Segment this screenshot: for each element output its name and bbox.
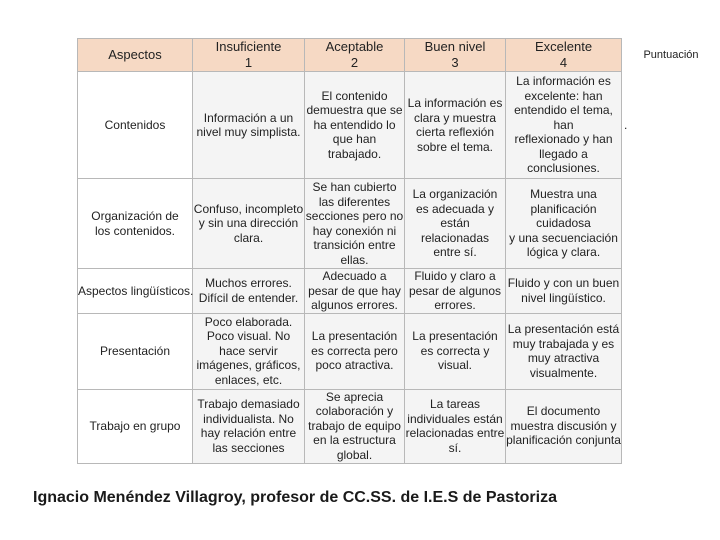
aspect-cell: Contenidos <box>78 72 193 179</box>
excelente-cell: La presentación está muy trabajada y es muy atractiva visualmente. <box>506 313 622 389</box>
insuficiente-cell: Muchos errores. Difícil de entender. <box>193 269 305 314</box>
aspect-cell: Organización de los contenidos. <box>78 179 193 269</box>
header-excelente: Excelente 4 <box>506 39 622 72</box>
header-insuficiente: Insuficiente 1 <box>193 39 305 72</box>
table-row <box>78 269 720 314</box>
aceptable-cell: El contenido demuestra que se ha entendido lo que han trabajado. <box>305 72 405 179</box>
table-row <box>78 313 720 389</box>
header-row <box>78 39 720 72</box>
buen-nivel-cell: La tareas individuales están relacionadas entre sí. <box>405 389 506 463</box>
excelente-cell: Muestra una planificación cuidadosa y una secuenciación lógica y clara. <box>506 179 622 269</box>
insuficiente-cell: Trabajo demasiado individualista. No hay relación entre las secciones <box>193 389 305 463</box>
header-aceptable: Aceptable 2 <box>305 39 405 72</box>
puntuacion-cell: . <box>622 72 720 179</box>
aceptable-cell: Se han cubierto las diferentes secciones pero no hay conexión ni transición entre ellas. <box>305 180 404 267</box>
table-row <box>78 72 720 179</box>
puntuacion-cell <box>622 179 720 269</box>
header-buen-nivel: Buen nivel 3 <box>405 39 506 72</box>
insuficiente-cell: Información a un nivel muy simplista. <box>193 72 305 179</box>
author-credit: Ignacio Menéndez Villagroy, profesor de CC.SS. de I.E.S de Pastoriza <box>33 489 557 506</box>
aspect-cell: Trabajo en grupo <box>78 389 193 463</box>
aspect-cell: Presentación <box>78 313 193 389</box>
rubric-table <box>77 38 720 464</box>
aspect-cell: Aspectos lingüísticos. <box>78 269 193 314</box>
buen-nivel-cell: La presentación es correcta y visual. <box>405 313 506 389</box>
table-row <box>78 389 720 463</box>
insuficiente-cell: Poco elaborada. Poco visual. No hace servir imágenes, gráficos, enlaces, etc. <box>193 313 305 389</box>
insuficiente-cell: Confuso, incompleto y sin una dirección clara. <box>193 179 305 269</box>
buen-nivel-cell: Fluido y claro a pesar de algunos errores. <box>405 269 506 314</box>
excelente-cell: El documento muestra discusión y planificación conjunta <box>506 389 622 463</box>
puntuacion-cell <box>622 313 720 389</box>
excelente-cell: La información es excelente: han entendido el tema, han reflexionado y han llegado a conclusiones. <box>506 72 622 179</box>
aceptable-cell: Se aprecia colaboración y trabajo de equipo en la estructura global. <box>305 389 405 463</box>
aceptable-cell: Adecuado a pesar de que hay algunos errores. <box>305 269 405 314</box>
excelente-cell: Fluido y con un buen nivel lingüístico. <box>506 269 622 314</box>
header-puntuacion: Puntuación <box>622 39 720 72</box>
buen-nivel-cell: La organización es adecuada y están relacionadas entre sí. <box>405 179 506 269</box>
puntuacion-cell <box>622 269 720 314</box>
buen-nivel-cell: La información es clara y muestra cierta reflexión sobre el tema. <box>405 72 506 179</box>
table-row <box>78 179 720 269</box>
puntuacion-cell <box>622 389 720 463</box>
aceptable-cell: La presentación es correcta pero poco atractiva. <box>305 313 405 389</box>
header-aspect: Aspectos <box>78 39 193 72</box>
